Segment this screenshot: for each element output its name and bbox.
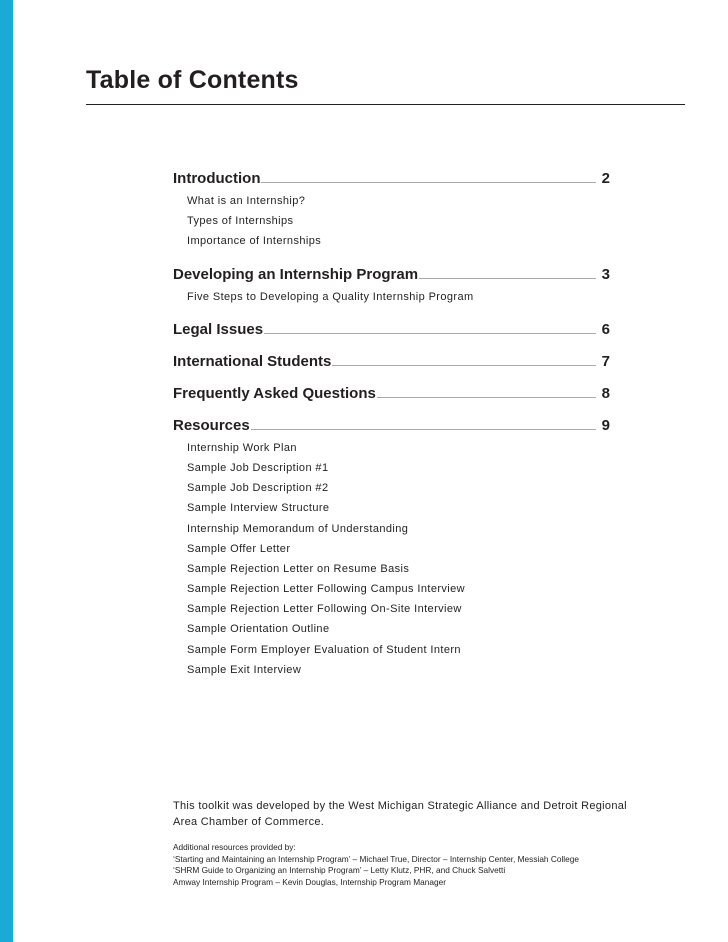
toc-entry[interactable] — [173, 385, 610, 403]
toc-subentry[interactable]: Sample Offer Letter — [187, 542, 291, 555]
toc-entry-title: Developing an Internship Program — [173, 265, 419, 283]
dot-leader — [261, 170, 596, 183]
toc-subentry[interactable]: Internship Memorandum of Understanding — [187, 522, 409, 535]
toc-entry-title: Legal Issues — [173, 320, 264, 338]
toc-entry-title: Resources — [173, 416, 250, 434]
resources-heading: Additional resources provided by: — [173, 842, 296, 852]
toc-subentry[interactable]: Sample Orientation Outline — [187, 623, 330, 636]
toc-subentry[interactable]: Sample Interview Structure — [187, 502, 330, 515]
dot-leader — [332, 353, 596, 366]
dot-leader — [264, 321, 596, 334]
toc-section — [173, 321, 610, 339]
toc-subentry[interactable]: Types of Internships — [187, 215, 294, 228]
toc-subentry-list — [173, 438, 610, 680]
toc-subentry-list — [173, 287, 610, 307]
toc-entry[interactable] — [173, 266, 610, 284]
toc-page-number: 9 — [601, 416, 610, 434]
toc-page-number: 6 — [601, 320, 610, 338]
toc-section — [173, 353, 610, 371]
credit-text: This toolkit was developed by the West Michigan Strategic Alliance and Detroit Regional Area Chamber of Commerce. — [173, 800, 627, 828]
toc-subentry[interactable]: Sample Rejection Letter Following Campus Interview — [187, 583, 466, 596]
toc-entry-title: Frequently Asked Questions — [173, 384, 376, 402]
toc-entry[interactable] — [173, 417, 610, 435]
toc-subentry[interactable]: Five Steps to Developing a Quality Internship Program — [187, 290, 474, 303]
toc-subentry[interactable]: Sample Exit Interview — [187, 663, 302, 676]
toc-entry[interactable] — [173, 321, 610, 339]
toc-section — [173, 385, 610, 403]
toc-section — [173, 170, 610, 252]
accent-side-bar — [0, 0, 13, 942]
title-divider — [86, 104, 685, 105]
toc-subentry[interactable]: Sample Rejection Letter on Resume Basis — [187, 562, 410, 575]
toc-subentry[interactable]: Sample Job Description #2 — [187, 482, 329, 495]
toc-section — [173, 266, 610, 307]
toc-subentry-list — [173, 191, 610, 252]
resource-item: Amway Internship Program – Kevin Douglas, Internship Program Manager — [173, 877, 447, 888]
footer — [173, 798, 633, 889]
dot-leader — [419, 266, 596, 279]
additional-resources — [173, 842, 633, 889]
toc-section — [173, 417, 610, 680]
dot-leader — [377, 385, 596, 398]
toc-entry-title: Introduction — [173, 170, 261, 187]
toc-subentry[interactable]: Sample Form Employer Evaluation of Student Intern — [187, 643, 461, 656]
toc-subentry[interactable]: Internship Work Plan — [187, 441, 297, 454]
toc-subentry[interactable]: Importance of Internships — [187, 235, 322, 248]
toc-page-number: 2 — [601, 170, 610, 187]
toc-subentry[interactable]: What is an Internship? — [187, 195, 306, 207]
resource-item: ‘Starting and Maintaining an Internship Program’ – Michael True, Director – Internship Center, Messiah College — [173, 853, 579, 864]
toc-subentry[interactable]: Sample Rejection Letter Following On-Site Interview — [187, 603, 462, 616]
toc-entry-title: International Students — [173, 352, 332, 370]
toc-subentry[interactable]: Sample Job Description #1 — [187, 461, 329, 474]
toc-entry[interactable] — [173, 170, 610, 188]
page-title: Table of Contents — [86, 66, 299, 94]
toc-page-number: 3 — [601, 265, 610, 283]
resource-item: ‘SHRM Guide to Organizing an Internship Program’ – Letty Klutz, PHR, and Chuck Salvetti — [173, 865, 506, 876]
toc-entry[interactable] — [173, 353, 610, 371]
table-of-contents — [173, 170, 610, 694]
toc-page-number: 7 — [601, 352, 610, 370]
toc-page-number: 8 — [601, 384, 610, 402]
dot-leader — [251, 417, 596, 430]
